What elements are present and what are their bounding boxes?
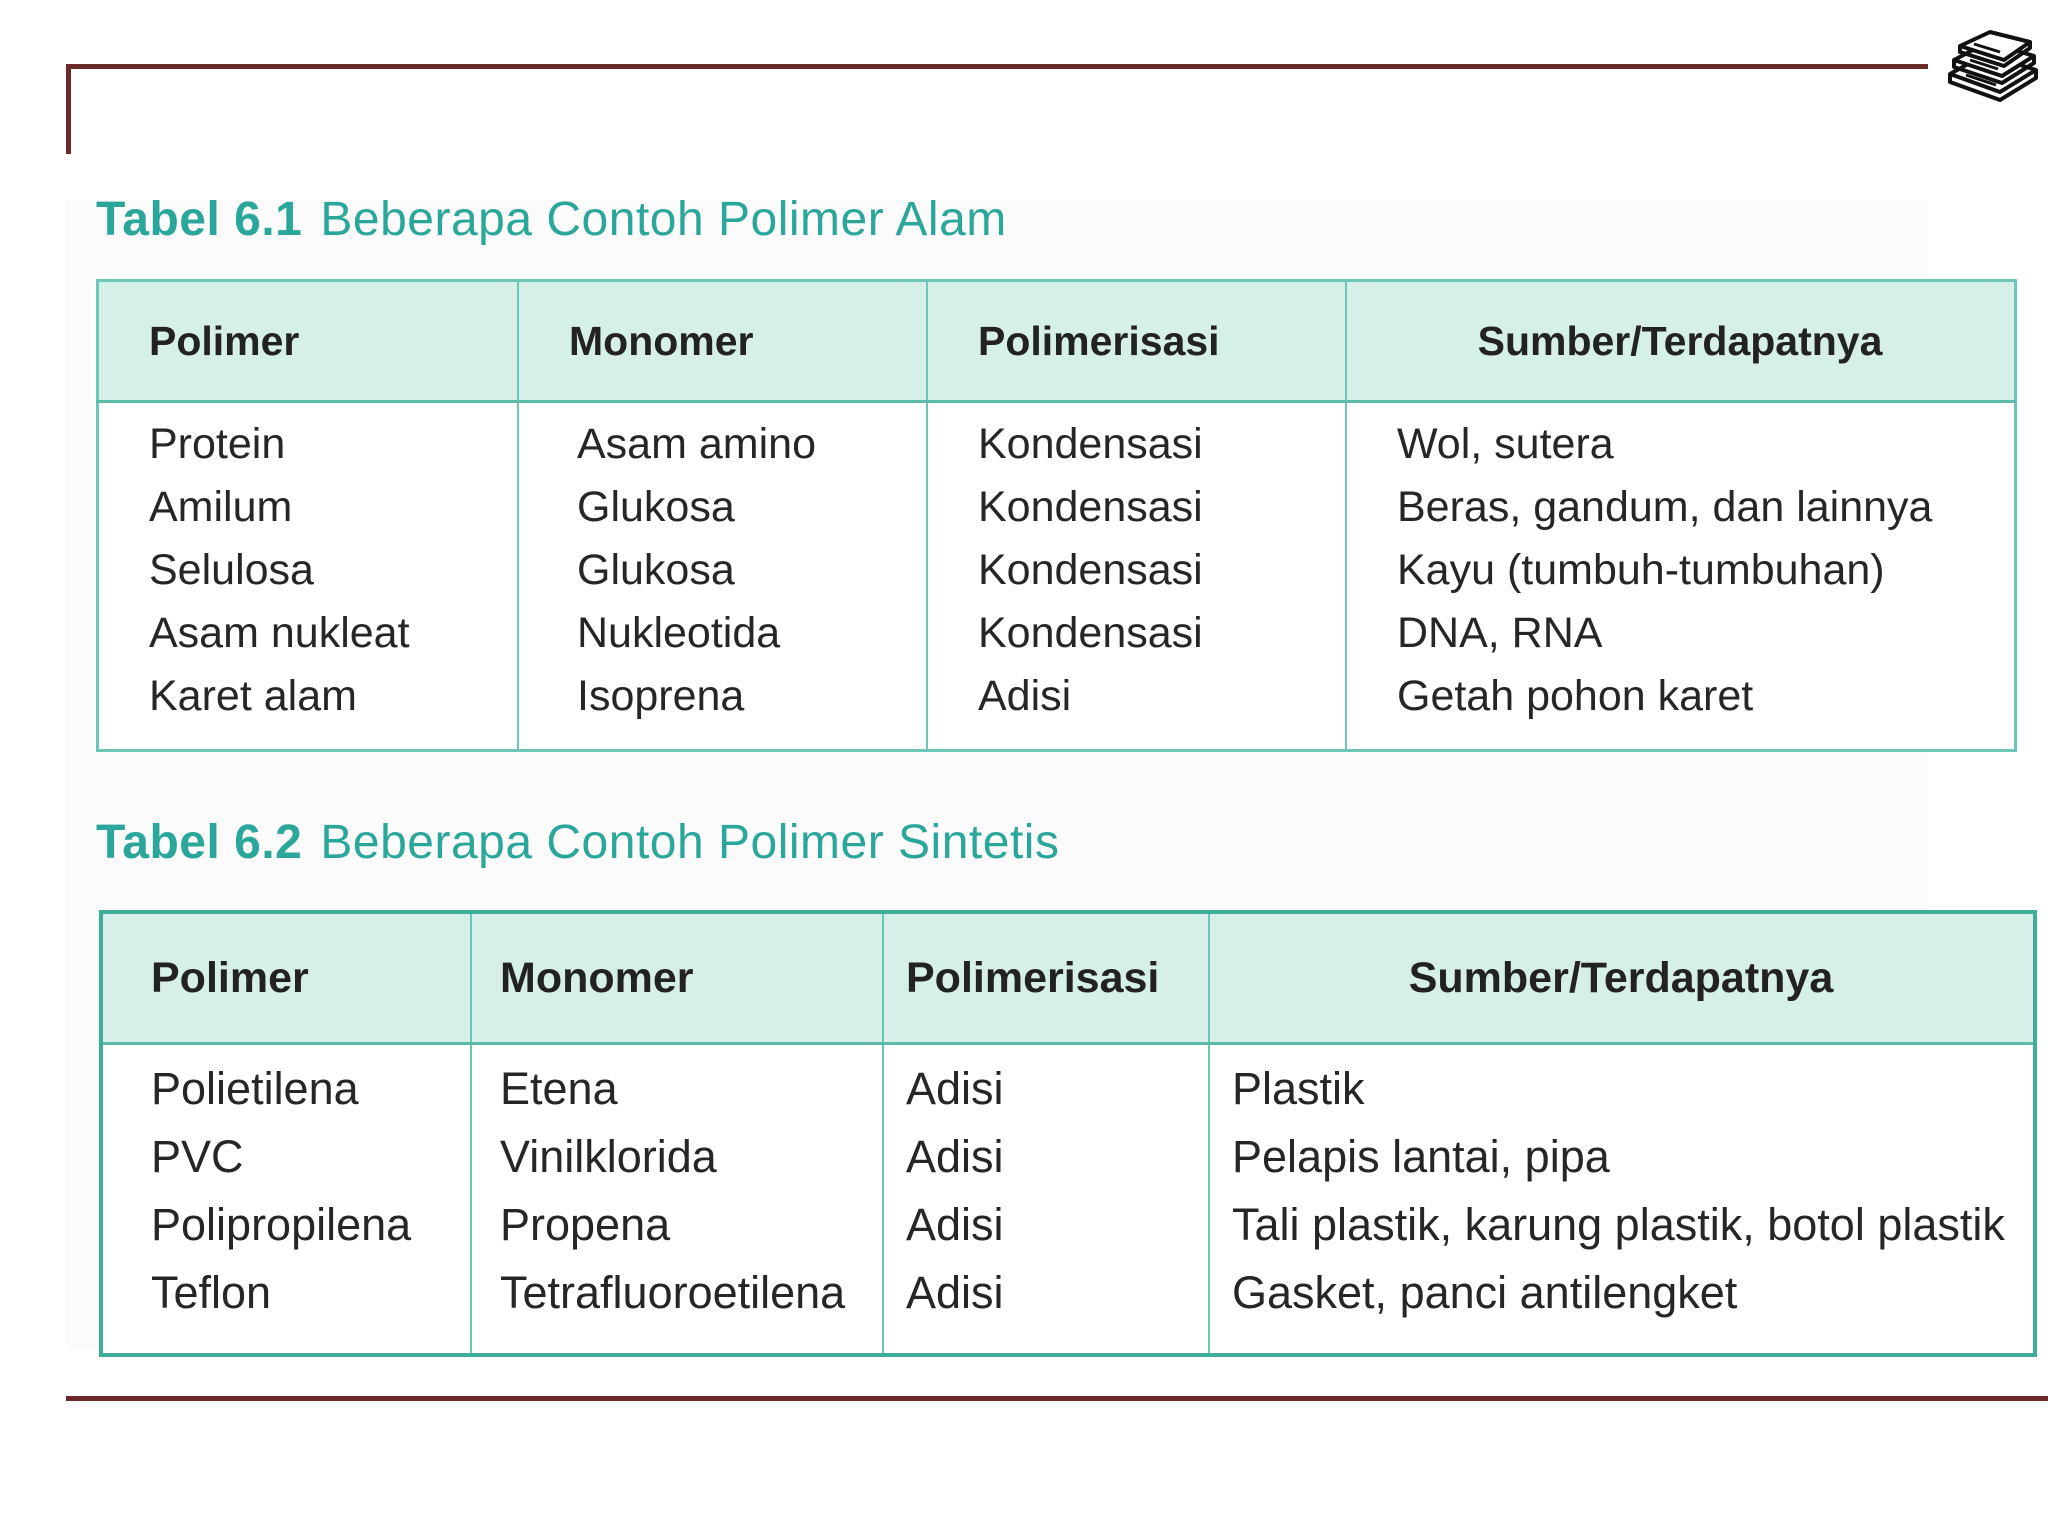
table-cell: Asam nukleat xyxy=(149,609,410,657)
table-cell: Pelapis lantai, pipa xyxy=(1232,1131,1610,1182)
table-cell: Plastik xyxy=(1232,1063,1365,1114)
table-cell: Nukleotida xyxy=(577,609,781,657)
column-header-sumber: Sumber/Terdapatnya xyxy=(1346,281,2016,402)
table-cell: Beras, gandum, dan lainnya xyxy=(1397,483,1933,531)
table-cell: Glukosa xyxy=(577,546,735,594)
table-cell: Tali plastik, karung plastik, botol plastik xyxy=(1232,1199,2005,1250)
column-polimer-cell xyxy=(98,402,519,751)
table-2-caption-title: Beberapa Contoh Polimer Sintetis xyxy=(320,816,1060,869)
table-cell: Glukosa xyxy=(577,483,735,531)
table-cell: Kondensasi xyxy=(978,420,1203,468)
table-cell: Protein xyxy=(149,420,286,468)
column-polimerisasi-cell xyxy=(883,1044,1209,1356)
column-header-polimerisasi: Polimerisasi xyxy=(883,912,1209,1044)
table-1-caption-title: Beberapa Contoh Polimer Alam xyxy=(320,193,1007,246)
table-cell: Selulosa xyxy=(149,546,314,594)
column-header-monomer: Monomer xyxy=(518,281,927,402)
table-cell: Karet alam xyxy=(149,672,357,720)
slide-frame-left-border xyxy=(66,64,71,154)
table-cell: Getah pohon karet xyxy=(1397,672,1754,720)
books-stack-icon xyxy=(1944,30,2040,102)
table-cell: Teflon xyxy=(151,1267,272,1318)
table-cell: PVC xyxy=(151,1131,244,1182)
table-cell: Adisi xyxy=(906,1063,1004,1114)
table-cell: Wol, sutera xyxy=(1397,420,1614,468)
table-1-caption-number: Tabel 6.1 xyxy=(96,193,303,246)
table-cell: Propena xyxy=(500,1199,671,1250)
table-cell: Kondensasi xyxy=(978,609,1203,657)
slide-frame-top-border xyxy=(66,64,1928,69)
column-monomer-cell xyxy=(471,1044,883,1356)
table-cell: Adisi xyxy=(978,672,1072,720)
column-header-polimerisasi: Polimerisasi xyxy=(927,281,1346,402)
column-monomer-cell xyxy=(518,402,927,751)
table-cell: Adisi xyxy=(906,1131,1004,1182)
column-header-polimer: Polimer xyxy=(98,281,519,402)
table-2-caption-number: Tabel 6.2 xyxy=(96,816,303,869)
table-cell: Amilum xyxy=(149,483,293,531)
table-cell: Polietilena xyxy=(151,1063,359,1114)
table-cell: Tetrafluoroetilena xyxy=(500,1267,846,1318)
column-header-polimer: Polimer xyxy=(101,912,471,1044)
table-cell: Adisi xyxy=(906,1267,1004,1318)
table-body-row xyxy=(98,402,2016,751)
column-sumber-cell xyxy=(1209,1044,2035,1356)
table-1-caption xyxy=(96,192,1007,247)
table-synthetic-polymers xyxy=(99,910,2037,1357)
table-header-row xyxy=(101,912,2035,1044)
column-polimerisasi-cell xyxy=(927,402,1346,751)
table-cell: Adisi xyxy=(906,1199,1004,1250)
table-cell: DNA, RNA xyxy=(1397,609,1603,657)
column-header-sumber: Sumber/Terdapatnya xyxy=(1209,912,2035,1044)
table-cell: Polipropilena xyxy=(151,1199,412,1250)
table-cell: Kondensasi xyxy=(978,546,1203,594)
table-2-caption xyxy=(96,815,1059,870)
table-cell: Gasket, panci antilengket xyxy=(1232,1267,1738,1318)
table-natural-polymers xyxy=(96,279,2017,752)
table-cell: Kondensasi xyxy=(978,483,1203,531)
column-header-monomer: Monomer xyxy=(471,912,883,1044)
table-cell: Asam amino xyxy=(577,420,816,468)
column-sumber-cell xyxy=(1346,402,2016,751)
table-cell: Etena xyxy=(500,1063,618,1114)
table-body-row xyxy=(101,1044,2035,1356)
table-cell: Kayu (tumbuh-tumbuhan) xyxy=(1397,546,1885,594)
slide-frame-bottom-border xyxy=(66,1396,2048,1401)
column-polimer-cell xyxy=(101,1044,471,1356)
table-cell: Vinilklorida xyxy=(500,1131,717,1182)
table-cell: Isoprena xyxy=(577,672,745,720)
table-header-row xyxy=(98,281,2016,402)
